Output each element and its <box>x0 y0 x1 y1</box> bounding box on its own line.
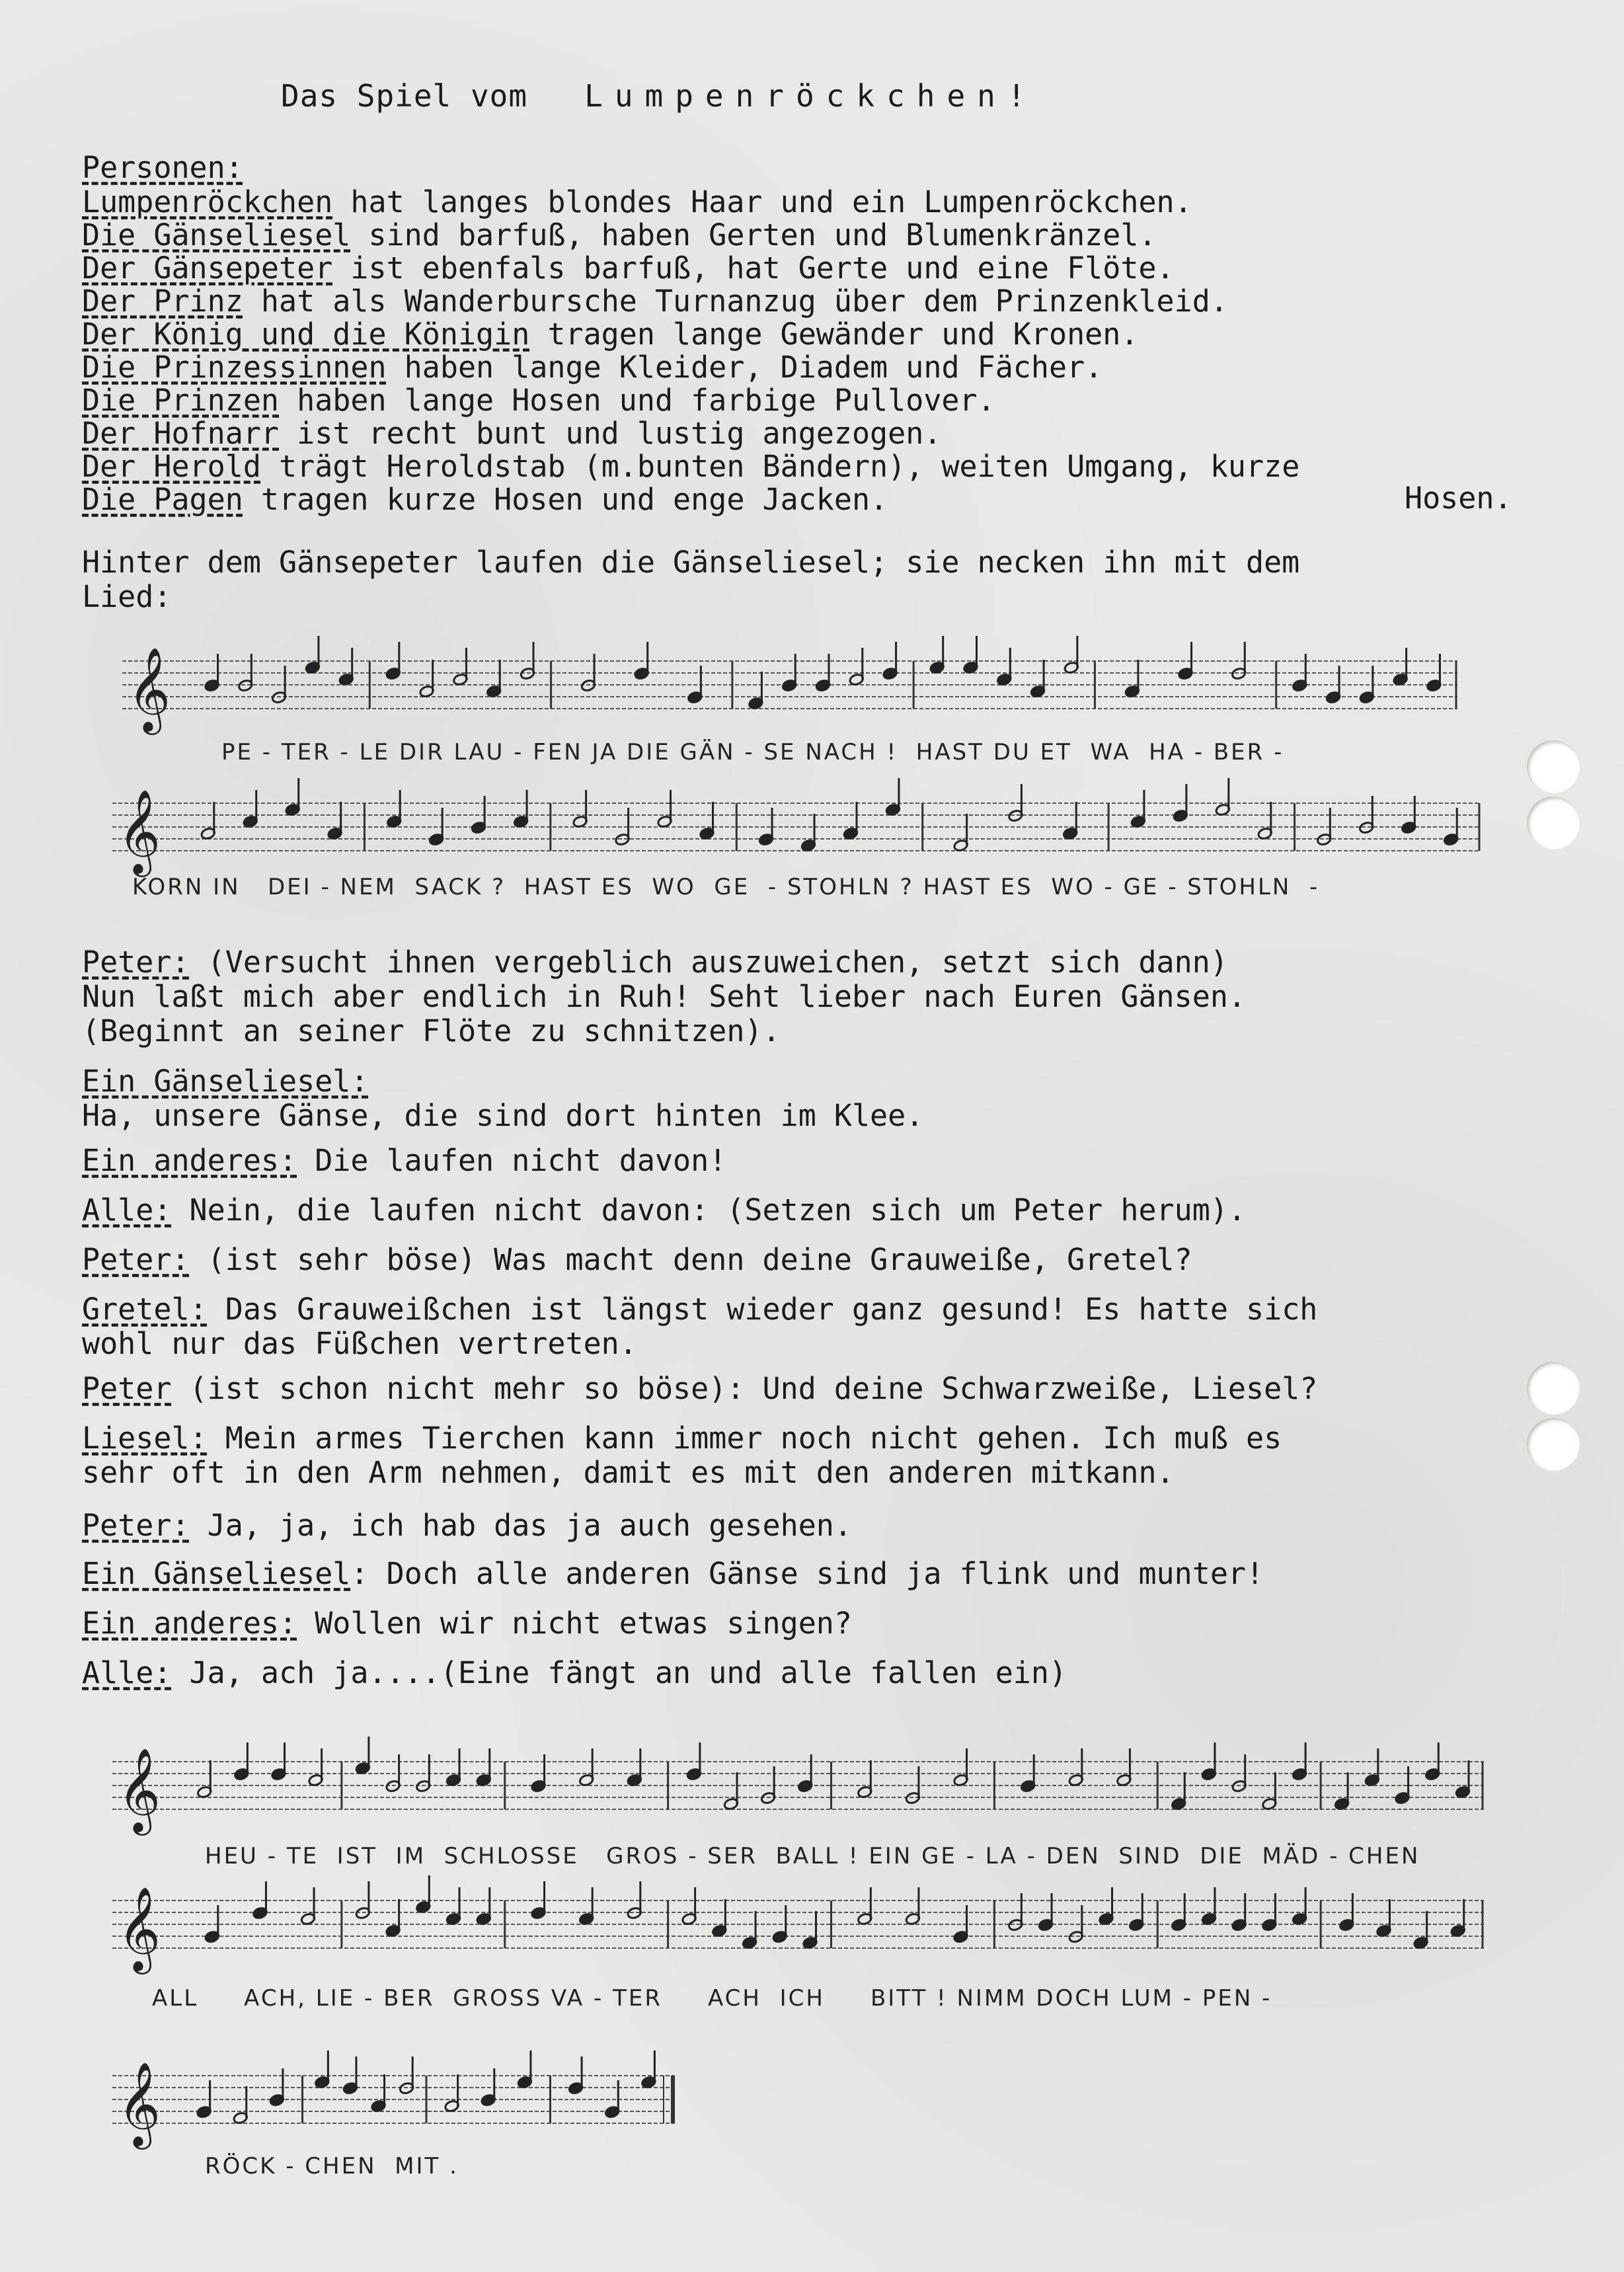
person-role: Lumpenröckchen <box>82 184 333 219</box>
dialogue-text: Ja, ja, ich hab das ja auch gesehen. <box>189 1508 852 1543</box>
person-description: hat langes blondes Haar und ein Lumpenröckchen. <box>332 184 1192 219</box>
person-entry <box>82 350 1102 385</box>
dialogue-line <box>82 1456 1175 1490</box>
dialogue-text: Mein armes Tierchen kann immer noch nicht gehen. Ich muß es <box>207 1421 1282 1456</box>
person-entry <box>82 284 1228 319</box>
personen-heading: Personen: <box>82 150 243 185</box>
dialogue-line <box>82 1508 852 1543</box>
dialogue-line <box>82 1606 852 1641</box>
music-staff-2 <box>112 790 1507 884</box>
intro-line: Lied: <box>82 579 172 614</box>
dialogue-line <box>82 1292 1317 1327</box>
punch-hole <box>1527 1418 1580 1471</box>
dialogue-text: Ha, unsere Gänse, die sind dort hinten im Klee. <box>82 1098 924 1133</box>
dialogue-text: (ist sehr böse) Was macht denn deine Grauweiße, Gretel? <box>189 1242 1192 1277</box>
treble-clef-icon: 𝄞 <box>118 789 161 873</box>
dialogue-text: (Versucht ihnen vergeblich auszuweichen, setzt sich dann) <box>189 945 1228 980</box>
person-entry <box>82 483 888 517</box>
music-staff-1 <box>122 648 1484 742</box>
dialogue-line <box>82 1327 637 1361</box>
treble-clef-icon: 𝄞 <box>118 1747 161 1832</box>
punch-hole <box>1527 797 1580 849</box>
speaker-name: Ein anderes: <box>82 1143 297 1178</box>
dialogue-text: sehr oft in den Arm nehmen, damit es mit den anderen mitkann. <box>82 1455 1175 1490</box>
speaker-name: Alle: <box>82 1655 172 1690</box>
person-entry <box>82 218 1157 253</box>
person-entry <box>82 317 1138 352</box>
song1-lyric-line: KORN IN DEI - NEM SACK ? HAST ES WO GE - STOHLN ? HAST ES WO - GE - STOHLN - <box>132 874 1320 900</box>
speaker-name: Peter <box>82 1371 172 1406</box>
title-prefix: Das Spiel vom <box>281 78 528 114</box>
person-description: haben lange Hosen und farbige Pullover. <box>279 383 995 418</box>
song1-lyric-line: PE - TER - LE DIR LAU - FEN JA DIE GÄN - SE NACH ! HAST DU ET WA HA - BER - <box>221 739 1284 765</box>
person-description: trägt Heroldstab (m.bunten Bändern), weiten Umgang, kurze <box>260 449 1300 484</box>
person-description: ist recht bunt und lustig angezogen. <box>279 416 942 451</box>
person-role: Die Prinzessinnen <box>82 350 387 385</box>
dialogue-line <box>82 1243 1192 1277</box>
dialogue-line <box>82 1193 1246 1228</box>
dialogue-line <box>82 1421 1282 1456</box>
dialogue-text: (ist schon nicht mehr so böse): Und deine Schwarzweiße, Liesel? <box>171 1371 1318 1406</box>
dialogue-text: Nun laßt mich aber endlich in Ruh! Seht lieber nach Euren Gänsen. <box>82 979 1246 1014</box>
dialogue-text: Ja, ach ja....(Eine fängt an und alle fallen ein) <box>171 1655 1067 1690</box>
speaker-name: Peter: <box>82 1508 190 1543</box>
speaker-name: Alle: <box>82 1193 172 1228</box>
person-description: haben lange Kleider, Diadem und Fächer. <box>386 350 1103 385</box>
person-role: Der Herold <box>82 449 261 484</box>
intro-line: Hinter dem Gänsepeter laufen die Gänseliesel; sie necken ihn mit dem <box>82 545 1300 580</box>
dialogue-line <box>82 1099 923 1133</box>
dialogue-line <box>82 1557 1264 1591</box>
speaker-name: Liesel: <box>82 1421 208 1456</box>
speaker-name: Peter: <box>82 945 190 980</box>
person-entry <box>82 450 1299 484</box>
person-role: Der Hofnarr <box>82 416 280 451</box>
punch-hole <box>1527 740 1580 793</box>
song2-lyric-line: ALL ACH, LIE - BER GROSS VA - TER ACH ICH BITT ! NIMM DOCH LUM - PEN - <box>152 1985 1272 2012</box>
dialogue-text: (Beginnt an seiner Flöte zu schnitzen). <box>82 1013 781 1048</box>
song2-lyric-line: HEU - TE IST IM SCHLOSSE GROS - SER BALL ! EIN GE - LA - DEN SIND DIE MÄD - CHEN <box>205 1843 1420 1869</box>
person-description: tragen lange Gewänder und Kronen. <box>529 317 1139 352</box>
person-role: Die Prinzen <box>82 383 280 418</box>
dialogue-line <box>82 1064 368 1099</box>
title-name: Lumpenröckchen! <box>584 78 1038 114</box>
person-entry <box>82 416 941 451</box>
dialogue-text: : Doch alle anderen Gänse sind ja flink und munter! <box>350 1556 1264 1591</box>
person-role: Die Pagen <box>82 482 243 517</box>
person-role: Der Gänsepeter <box>82 251 333 286</box>
person-role: Die Gänseliesel <box>82 217 351 253</box>
person-description: ist ebenfals barfuß, hat Gerte und eine Flöte. <box>332 251 1175 286</box>
page-title <box>281 78 1038 114</box>
speaker-name: Ein Gänseliesel: <box>82 1064 369 1099</box>
person-role: Der König und die Königin <box>82 317 530 352</box>
music-staff-3 <box>112 1748 1510 1842</box>
dialogue-text: Nein, die laufen nicht davon: (Setzen sich um Peter herum). <box>171 1193 1247 1228</box>
speaker-name: Ein Gänseliesel <box>82 1556 351 1591</box>
dialogue-line <box>82 945 1228 980</box>
dialogue-line <box>82 1014 781 1048</box>
person-description: hat als Wanderbursche Turnanzug über dem Prinzenkleid. <box>243 284 1228 319</box>
person-description: tragen kurze Hosen und enge Jacken. <box>243 482 888 517</box>
dialogue-text: Das Grauweißchen ist längst wieder ganz gesund! Es hatte sich <box>207 1292 1318 1327</box>
dialogue-line <box>82 1144 726 1178</box>
music-staff-4 <box>112 1887 1510 1981</box>
dialogue-line <box>82 1656 1067 1690</box>
speaker-name: Gretel: <box>82 1292 208 1327</box>
song2-lyric-line: RÖCK - CHEN MIT . <box>205 2153 459 2179</box>
treble-clef-icon: 𝄞 <box>128 646 171 731</box>
dialogue-line <box>82 1372 1317 1406</box>
treble-clef-icon: 𝄞 <box>118 1886 161 1971</box>
speaker-name: Peter: <box>82 1242 190 1277</box>
speaker-name: Ein anderes: <box>82 1606 297 1641</box>
person-entry <box>82 251 1175 286</box>
punch-hole <box>1527 1362 1580 1415</box>
treble-clef-icon: 𝄞 <box>118 2061 161 2146</box>
person-role: Der Prinz <box>82 284 243 319</box>
hosen-overflow: Hosen. <box>1405 481 1512 516</box>
dialogue-text: wohl nur das Füßchen vertreten. <box>82 1326 637 1361</box>
person-entry <box>82 185 1192 219</box>
dialogue-text: Wollen wir nicht etwas singen? <box>297 1606 852 1641</box>
dialogue-text: Die laufen nicht davon! <box>297 1143 727 1178</box>
person-description: sind barfuß, haben Gerten und Blumenkränzel. <box>350 217 1157 253</box>
dialogue-line <box>82 980 1246 1014</box>
person-entry <box>82 383 995 418</box>
music-staff-5 <box>112 2062 701 2156</box>
